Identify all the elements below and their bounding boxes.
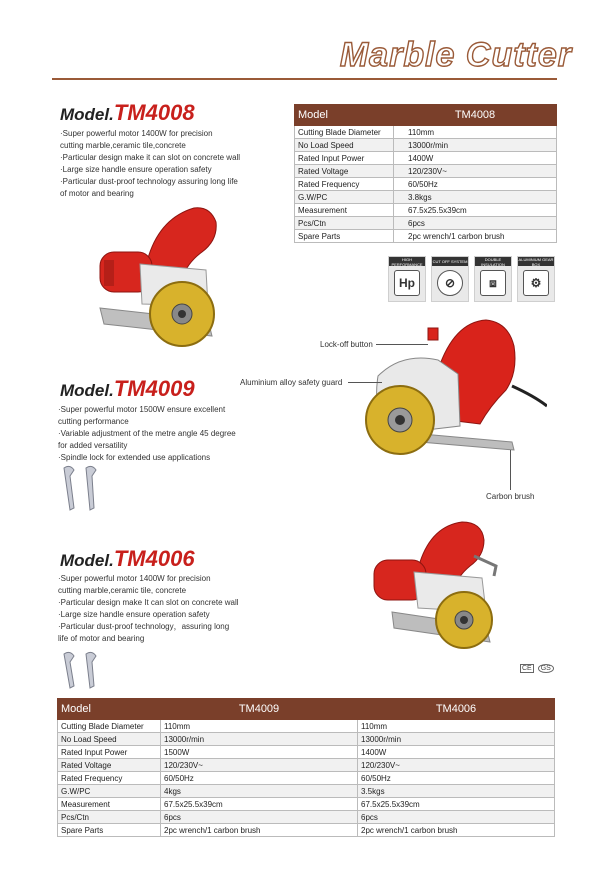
- callout-line: [510, 450, 511, 490]
- header-cell: TM4006: [358, 699, 555, 720]
- row-value: 110mm: [358, 720, 555, 733]
- row-value: 120/230V~: [394, 165, 557, 178]
- row-value: 110mm: [161, 720, 358, 733]
- model-prefix: Model.: [60, 105, 114, 124]
- row-label: Rated Input Power: [295, 152, 394, 165]
- feature-line: cutting performance: [58, 417, 129, 426]
- row-label: Rated Input Power: [58, 746, 161, 759]
- product-image-tm4006: [370, 516, 510, 656]
- spec-table-tm4008: [294, 104, 557, 243]
- row-value: 6pcs: [358, 811, 555, 824]
- row-value: 6pcs: [161, 811, 358, 824]
- table-row: [295, 178, 557, 191]
- table-header-row: [58, 699, 555, 720]
- row-label: Rated Voltage: [58, 759, 161, 772]
- row-value: 6pcs: [394, 217, 557, 230]
- feature-line: ·Particular dust-proof technology，assuring long: [58, 622, 230, 631]
- row-value: 110mm: [394, 126, 557, 139]
- title-divider: [52, 78, 557, 80]
- table-row: [58, 772, 555, 785]
- table-row: [58, 759, 555, 772]
- row-label: G.W/PC: [58, 785, 161, 798]
- feature-line: ·Super powerful motor 1400W for precision: [58, 574, 211, 583]
- row-value: 120/230V~: [358, 759, 555, 772]
- row-label: Pcs/Ctn: [58, 811, 161, 824]
- feature-list-tm4008: [60, 128, 240, 200]
- wrench-icon: [60, 650, 100, 690]
- header-cell: TM4008: [394, 105, 557, 126]
- row-label: Spare Parts: [295, 230, 394, 243]
- row-label: Measurement: [295, 204, 394, 217]
- callout-line: [376, 344, 428, 345]
- row-value: 1400W: [394, 152, 557, 165]
- model-code: TM4009: [113, 376, 195, 401]
- table-row: [295, 126, 557, 139]
- row-value: 3.5kgs: [358, 785, 555, 798]
- row-value: 13000r/min: [161, 733, 358, 746]
- feature-line: ·Large size handle ensure operation safety: [58, 610, 210, 619]
- row-value: 1400W: [358, 746, 555, 759]
- feature-line: ·Particular dust-proof technology assuring long life: [60, 177, 238, 186]
- table-row: [58, 746, 555, 759]
- product-image-tm4008: [90, 200, 240, 350]
- row-value: 4kgs: [161, 785, 358, 798]
- feature-line: ·Particular design make It can slot on concrete wall: [58, 598, 239, 607]
- feature-line: cutting marble,ceramic tile, concrete: [58, 586, 187, 595]
- ce-mark-icon: CE: [522, 665, 532, 672]
- model-prefix: Model.: [60, 381, 114, 400]
- model-heading-tm4009: [60, 376, 195, 402]
- icon-symbol: Hp: [394, 270, 420, 296]
- feature-line: ·Variable adjustment of the metre angle 45 degree: [58, 429, 236, 438]
- row-value: 2pc wrench/1 carbon brush: [161, 824, 358, 837]
- double-insulation-icon: [474, 256, 512, 302]
- cut-off-icon: [431, 256, 469, 302]
- callout-lock-off: Lock-off button: [320, 340, 373, 349]
- table-row: [295, 191, 557, 204]
- table-row: [295, 165, 557, 178]
- row-label: Rated Frequency: [295, 178, 394, 191]
- gear-box-icon: [517, 256, 555, 302]
- wrench-icon: [60, 464, 100, 512]
- icon-symbol: ⚙: [523, 270, 549, 296]
- feature-line: cutting marble,ceramic tile,concrete: [60, 141, 186, 150]
- table-row: [295, 204, 557, 217]
- table-row: [295, 152, 557, 165]
- row-value: 2pc wrench/1 carbon brush: [394, 230, 557, 243]
- feature-line: of motor and bearing: [60, 189, 134, 198]
- table-row: [58, 733, 555, 746]
- icon-label: HIGH PERFORMANCE: [389, 257, 425, 266]
- icon-label: CUT OFF SYSTEM: [432, 259, 468, 264]
- row-value: 67.5x25.5x39cm: [161, 798, 358, 811]
- table-row: [295, 230, 557, 243]
- feature-list-tm4009: [58, 404, 236, 464]
- model-heading-tm4006: [60, 546, 195, 572]
- row-label: G.W/PC: [295, 191, 394, 204]
- table-row: [58, 811, 555, 824]
- row-value: 60/50Hz: [161, 772, 358, 785]
- icon-symbol: ⊘: [437, 270, 463, 296]
- row-label: Pcs/Ctn: [295, 217, 394, 230]
- row-value: 13000r/min: [394, 139, 557, 152]
- row-value: 67.5x25.5x39cm: [358, 798, 555, 811]
- row-label: Spare Parts: [58, 824, 161, 837]
- row-value: 1500W: [161, 746, 358, 759]
- model-code: TM4008: [113, 100, 195, 125]
- page-title: Marble Cutter: [339, 36, 572, 74]
- gs-mark-icon: GS: [538, 664, 554, 673]
- feature-list-tm4006: [58, 573, 239, 645]
- header-cell: Model: [58, 699, 161, 720]
- hp-icon: [388, 256, 426, 302]
- model-prefix: Model.: [60, 551, 114, 570]
- feature-line: life of motor and bearing: [58, 634, 145, 643]
- icon-label: DOUBLE INSULATION: [475, 257, 511, 266]
- row-value: 60/50Hz: [358, 772, 555, 785]
- callout-line: [348, 382, 382, 383]
- table-row: [58, 720, 555, 733]
- spec-table-comparison: [57, 698, 555, 837]
- model-heading-tm4008: [60, 100, 195, 126]
- model-code: TM4006: [113, 546, 195, 571]
- icon-label: ALUMINIUM GEAR BOX: [518, 256, 554, 267]
- row-label: Cutting Blade Diameter: [58, 720, 161, 733]
- row-value: 60/50Hz: [394, 178, 557, 191]
- table-header-row: [295, 105, 557, 126]
- feature-line: for added versatility: [58, 441, 128, 450]
- row-value: 2pc wrench/1 carbon brush: [358, 824, 555, 837]
- row-label: Cutting Blade Diameter: [295, 126, 394, 139]
- table-row: [295, 139, 557, 152]
- callout-guard: Aluminium alloy safety guard: [240, 378, 343, 387]
- row-value: 120/230V~: [161, 759, 358, 772]
- row-label: Measurement: [58, 798, 161, 811]
- table-row: [58, 798, 555, 811]
- table-row: [58, 785, 555, 798]
- row-value: 3.8kgs: [394, 191, 557, 204]
- row-value: 13000r/min: [358, 733, 555, 746]
- feature-line: ·Super powerful motor 1500W ensure excellent: [58, 405, 226, 414]
- callout-brush: Carbon brush: [486, 492, 535, 501]
- feature-icons: [388, 256, 555, 302]
- feature-line: ·Spindle lock for extended use applications: [58, 453, 211, 462]
- header-cell: Model: [295, 105, 394, 126]
- header-cell: TM4009: [161, 699, 358, 720]
- feature-line: ·Super powerful motor 1400W for precision: [60, 129, 213, 138]
- product-image-tm4009: [362, 316, 547, 476]
- row-label: No Load Speed: [58, 733, 161, 746]
- icon-symbol: ⧈: [480, 270, 506, 296]
- table-row: [295, 217, 557, 230]
- row-label: Rated Frequency: [58, 772, 161, 785]
- feature-line: ·Large size handle ensure operation safety: [60, 165, 212, 174]
- cert-marks: [520, 664, 554, 673]
- feature-line: ·Particular design make it can slot on concrete wall: [60, 153, 241, 162]
- row-label: Rated Voltage: [295, 165, 394, 178]
- row-value: 67.5x25.5x39cm: [394, 204, 557, 217]
- table-row: [58, 824, 555, 837]
- row-label: No Load Speed: [295, 139, 394, 152]
